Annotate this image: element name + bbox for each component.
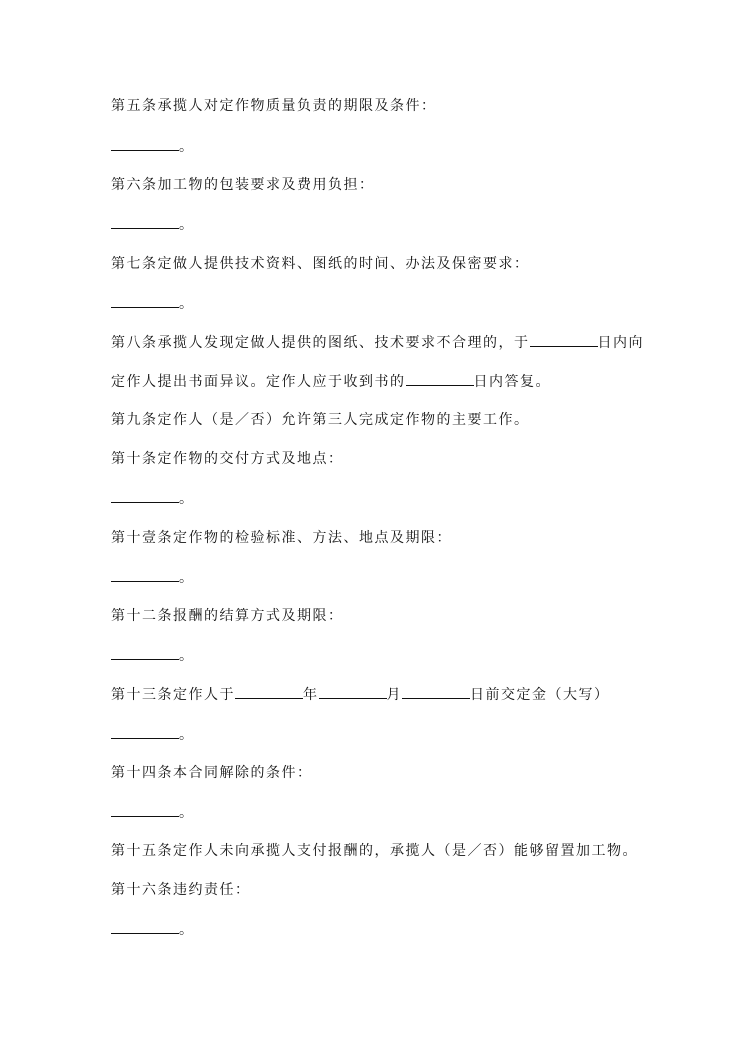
fill-blank-days[interactable] bbox=[406, 371, 474, 386]
clause-14-text: 第十四条本合同解除的条件： bbox=[111, 765, 313, 781]
clause-5 bbox=[111, 96, 437, 116]
clause-16 bbox=[111, 880, 251, 900]
clause-7-answer bbox=[111, 293, 195, 314]
clause-13-text-c: 月 bbox=[386, 687, 402, 703]
fill-blank-day[interactable] bbox=[402, 684, 470, 699]
period-mark: 。 bbox=[179, 727, 195, 743]
clause-13 bbox=[111, 684, 610, 705]
fill-blank[interactable] bbox=[111, 919, 179, 934]
clause-11 bbox=[111, 528, 452, 548]
clause-11-text: 第十壹条定作物的检验标准、方法、地点及期限： bbox=[111, 530, 452, 546]
clause-14-answer bbox=[111, 802, 195, 823]
period-mark: 。 bbox=[179, 805, 195, 821]
clause-13-text-d: 日前交定金（大写） bbox=[470, 687, 610, 703]
clause-13-text-b: 年 bbox=[303, 687, 319, 703]
clause-5-answer bbox=[111, 136, 195, 157]
clause-8-text-d: 日内答复。 bbox=[473, 374, 551, 390]
clause-10-text: 第十条定作物的交付方式及地点： bbox=[111, 451, 344, 467]
clause-5-text: 第五条承揽人对定作物质量负责的期限及条件： bbox=[111, 98, 437, 114]
clause-8-text-a: 第八条承揽人发现定做人提供的图纸、技术要求不合理的，于 bbox=[111, 335, 530, 351]
clause-8-text-c: 定作人提出书面异议。定作人应于收到书的 bbox=[111, 374, 406, 390]
clause-12-answer bbox=[111, 645, 195, 666]
fill-blank[interactable] bbox=[111, 488, 179, 503]
period-mark: 。 bbox=[179, 922, 195, 938]
fill-blank[interactable] bbox=[111, 214, 179, 229]
clause-11-answer bbox=[111, 567, 195, 588]
period-mark: 。 bbox=[179, 217, 195, 233]
clause-6 bbox=[111, 175, 375, 195]
period-mark: 。 bbox=[179, 139, 195, 155]
fill-blank-month[interactable] bbox=[319, 684, 387, 699]
clause-14 bbox=[111, 763, 313, 783]
period-mark: 。 bbox=[179, 648, 195, 664]
fill-blank[interactable] bbox=[111, 293, 179, 308]
clause-15-text: 第十五条定作人未向承揽人支付报酬的，承揽人（是／否）能够留置加工物。 bbox=[111, 843, 638, 859]
clause-16-answer bbox=[111, 919, 195, 940]
fill-blank[interactable] bbox=[111, 802, 179, 817]
clause-6-answer bbox=[111, 214, 195, 235]
clause-8-text-b: 日内向 bbox=[597, 335, 644, 351]
fill-blank-days[interactable] bbox=[530, 332, 598, 347]
clause-8-line-2 bbox=[111, 371, 551, 392]
clause-7 bbox=[111, 254, 530, 274]
period-mark: 。 bbox=[179, 570, 195, 586]
clause-16-text: 第十六条违约责任： bbox=[111, 882, 251, 898]
period-mark: 。 bbox=[179, 296, 195, 312]
clause-12-text: 第十二条报酬的结算方式及期限： bbox=[111, 608, 344, 624]
clause-15 bbox=[111, 841, 638, 861]
clause-9 bbox=[111, 410, 530, 430]
clause-13-answer bbox=[111, 724, 195, 745]
fill-blank[interactable] bbox=[111, 136, 179, 151]
clause-12 bbox=[111, 606, 344, 626]
clause-8-line-1 bbox=[111, 332, 644, 353]
clause-7-text: 第七条定做人提供技术资料、图纸的时间、办法及保密要求： bbox=[111, 256, 530, 272]
fill-blank[interactable] bbox=[111, 724, 179, 739]
clause-6-text: 第六条加工物的包装要求及费用负担： bbox=[111, 177, 375, 193]
clause-9-text: 第九条定作人（是／否）允许第三人完成定作物的主要工作。 bbox=[111, 412, 530, 428]
fill-blank-year[interactable] bbox=[235, 684, 303, 699]
clause-10 bbox=[111, 449, 344, 469]
period-mark: 。 bbox=[179, 491, 195, 507]
clause-10-answer bbox=[111, 488, 195, 509]
fill-blank[interactable] bbox=[111, 567, 179, 582]
fill-blank[interactable] bbox=[111, 645, 179, 660]
clause-13-text-a: 第十三条定作人于 bbox=[111, 687, 235, 703]
